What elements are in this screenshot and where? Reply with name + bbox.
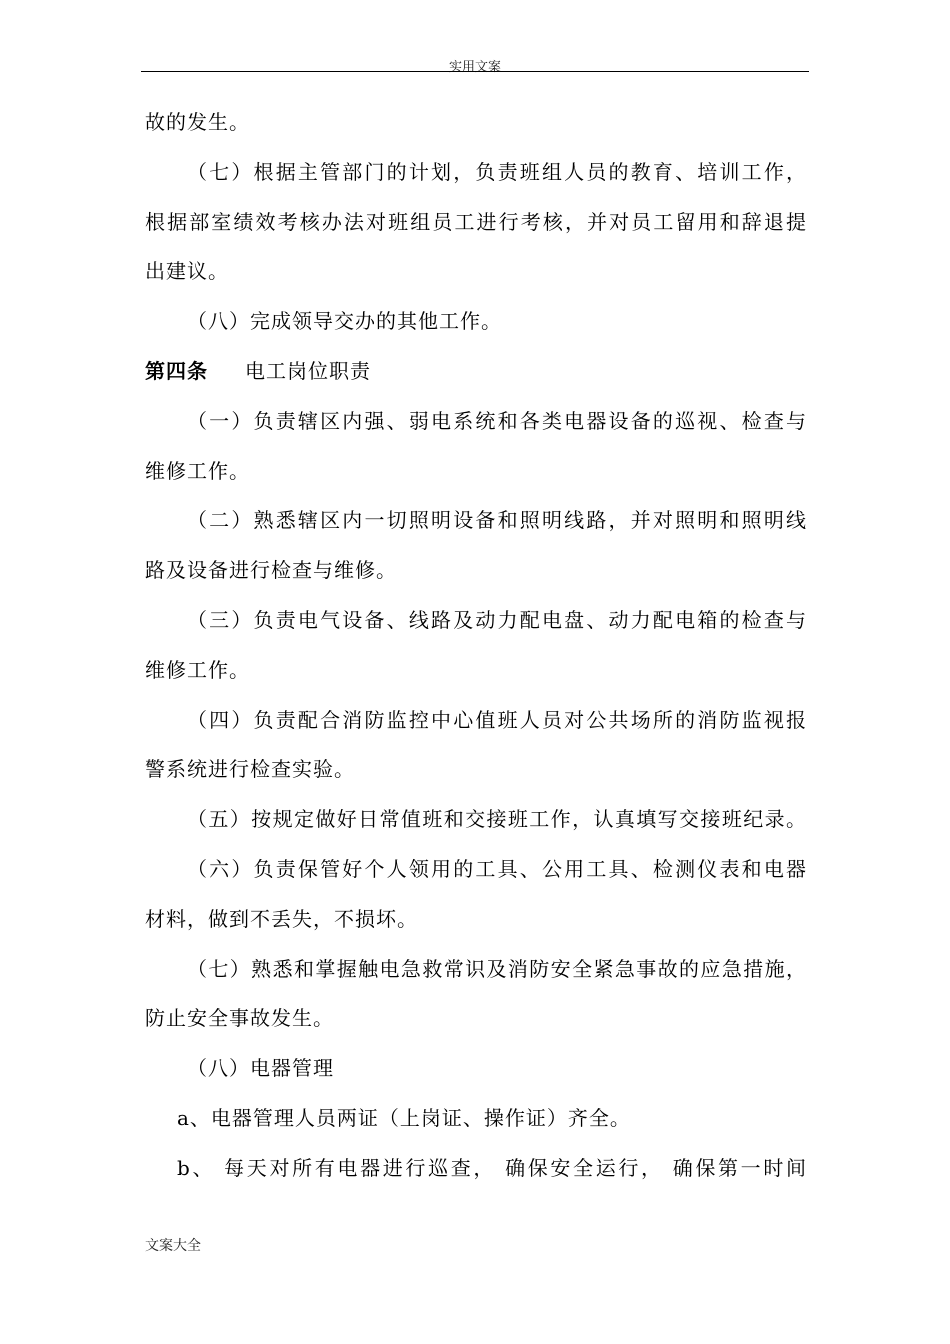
paragraph-line: （五）按规定做好日常值班和交接班工作，认真填写交接班纪录。 [187, 807, 807, 832]
paragraph-line: （一）负责辖区内强、弱电系统和各类电器设备的巡视、检查与 [187, 408, 807, 433]
paragraph-line: 维修工作。 [145, 458, 250, 483]
header-rule [141, 71, 809, 72]
paragraph-line: 路及设备进行检查与维修。 [145, 558, 397, 583]
article-title: 电工岗位职责 [245, 358, 371, 383]
paragraph-line: 维修工作。 [145, 657, 250, 682]
paragraph-line: （二）熟悉辖区内一切照明设备和照明线路，并对照明和照明线 [187, 508, 807, 533]
paragraph-line: b、 每天对所有电器进行巡查， 确保安全运行， 确保第一时间 [177, 1155, 807, 1180]
article-heading [145, 347, 807, 397]
paragraph-line: 警系统进行检查实验。 [145, 757, 355, 782]
paragraph-line: （七）熟悉和掌握触电急救常识及消防安全紧急事故的应急措施， [187, 956, 807, 981]
paragraph-line: （八）电器管理 [187, 1056, 334, 1081]
paragraph-line: 根据部室绩效考核办法对班组员工进行考核，并对员工留用和辞退提 [145, 209, 807, 234]
paragraph-line: 故的发生。 [145, 110, 250, 134]
paragraph-line: 出建议。 [145, 259, 229, 284]
paragraph-line: （六）负责保管好个人领用的工具、公用工具、检测仪表和电器 [187, 856, 807, 881]
page-footer: 文案大全 [145, 1238, 201, 1254]
paragraph-line: （八）完成领导交办的其他工作。 [187, 309, 502, 334]
paragraph-line: （七）根据主管部门的计划，负责班组人员的教育、培训工作， [187, 159, 807, 184]
paragraph-line: 材料，做到不丢失，不损坏。 [145, 906, 418, 931]
paragraph-line: （四）负责配合消防监控中心值班人员对公共场所的消防监视报 [187, 707, 807, 732]
paragraph-line: a、电器管理人员两证（上岗证、操作证）齐全。 [177, 1105, 631, 1130]
document-body [145, 98, 807, 1194]
header-text: 实用文案 [448, 60, 501, 75]
paragraph-line: （三）负责电气设备、线路及动力配电盘、动力配电箱的检查与 [187, 607, 807, 632]
article-label: 第四条 [145, 358, 208, 383]
paragraph-line: 防止安全事故发生。 [145, 1006, 334, 1031]
